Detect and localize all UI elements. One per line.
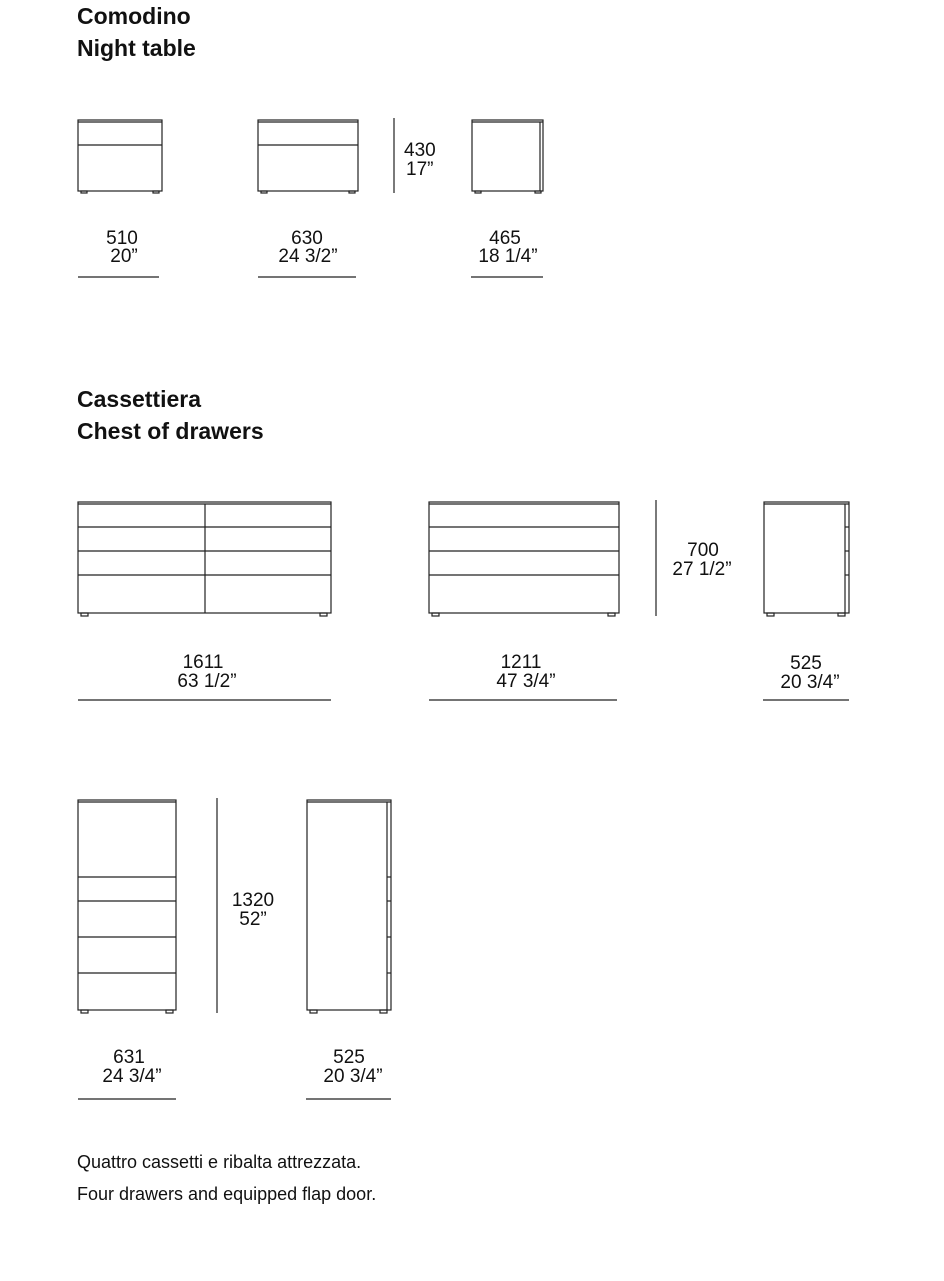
tall-chest-width-in: 24 3/4” [102,1066,162,1087]
side-body [307,800,391,1010]
tall-chest-height-mm: 1320 [231,890,275,911]
foot [320,613,327,616]
night-table-side [472,120,543,193]
foot [349,191,355,193]
chest-depth-in: 20 3/4” [780,672,840,693]
foot [475,191,481,193]
night-table-depth-in: 18 1/4” [478,246,538,267]
foot [380,1010,387,1013]
chest-width-1611-mm: 1611 [182,652,224,673]
night-table-width-630-in: 24 3/2” [278,246,338,267]
tall-chest-height-in: 52” [239,909,267,930]
night-table-depth-mm: 465 [489,228,521,249]
night-table-height-mm: 430 [404,140,436,161]
chest-front-1611 [78,502,331,616]
tall-chest-depth-in: 20 3/4” [323,1066,383,1087]
tall-chest-body [78,800,176,1010]
foot [166,1010,173,1013]
chest-width-1211-mm: 1211 [500,652,542,673]
chest-depth-mm: 525 [790,653,822,674]
chest-height-mm: 700 [687,540,719,561]
foot [767,613,774,616]
note-italian: Quattro cassetti e ribalta attrezzata. [77,1152,362,1172]
chest-title-en: Chest of drawers [77,418,264,444]
foot [310,1010,317,1013]
night-table-height-in: 17” [406,159,434,180]
foot [608,613,615,616]
night-table-body [78,120,162,191]
night-table-body [258,120,358,191]
night-table-title-it: Comodino [77,3,191,29]
night-table-title-en: Night table [77,35,196,61]
foot [153,191,159,193]
night-table-width-510-mm: 510 [106,228,138,249]
note-english: Four drawers and equipped flap door. [77,1184,377,1204]
foot [432,613,439,616]
chest-title-it: Cassettiera [77,386,202,412]
night-table-front-630 [258,120,358,193]
chest-width-1611-in: 63 1/2” [177,671,237,692]
chest-side [764,502,849,616]
foot [81,191,87,193]
night-table-width-630-mm: 630 [291,228,323,249]
tall-chest-depth-mm: 525 [333,1047,365,1068]
foot [535,191,541,193]
side-body [472,120,543,191]
night-table-width-510-in: 20” [110,246,138,267]
chest-height-in: 27 1/2” [672,559,732,580]
foot [81,613,88,616]
foot [81,1010,88,1013]
chest-width-1211-in: 47 3/4” [496,671,556,692]
tall-chest-side [307,800,391,1013]
night-table-front-510 [78,120,162,193]
tall-chest-width-mm: 631 [113,1047,145,1068]
foot [261,191,267,193]
foot [838,613,845,616]
tall-chest-front [78,800,176,1013]
side-body [764,502,849,613]
chest-body [429,502,619,613]
chest-front-1211 [429,502,619,616]
